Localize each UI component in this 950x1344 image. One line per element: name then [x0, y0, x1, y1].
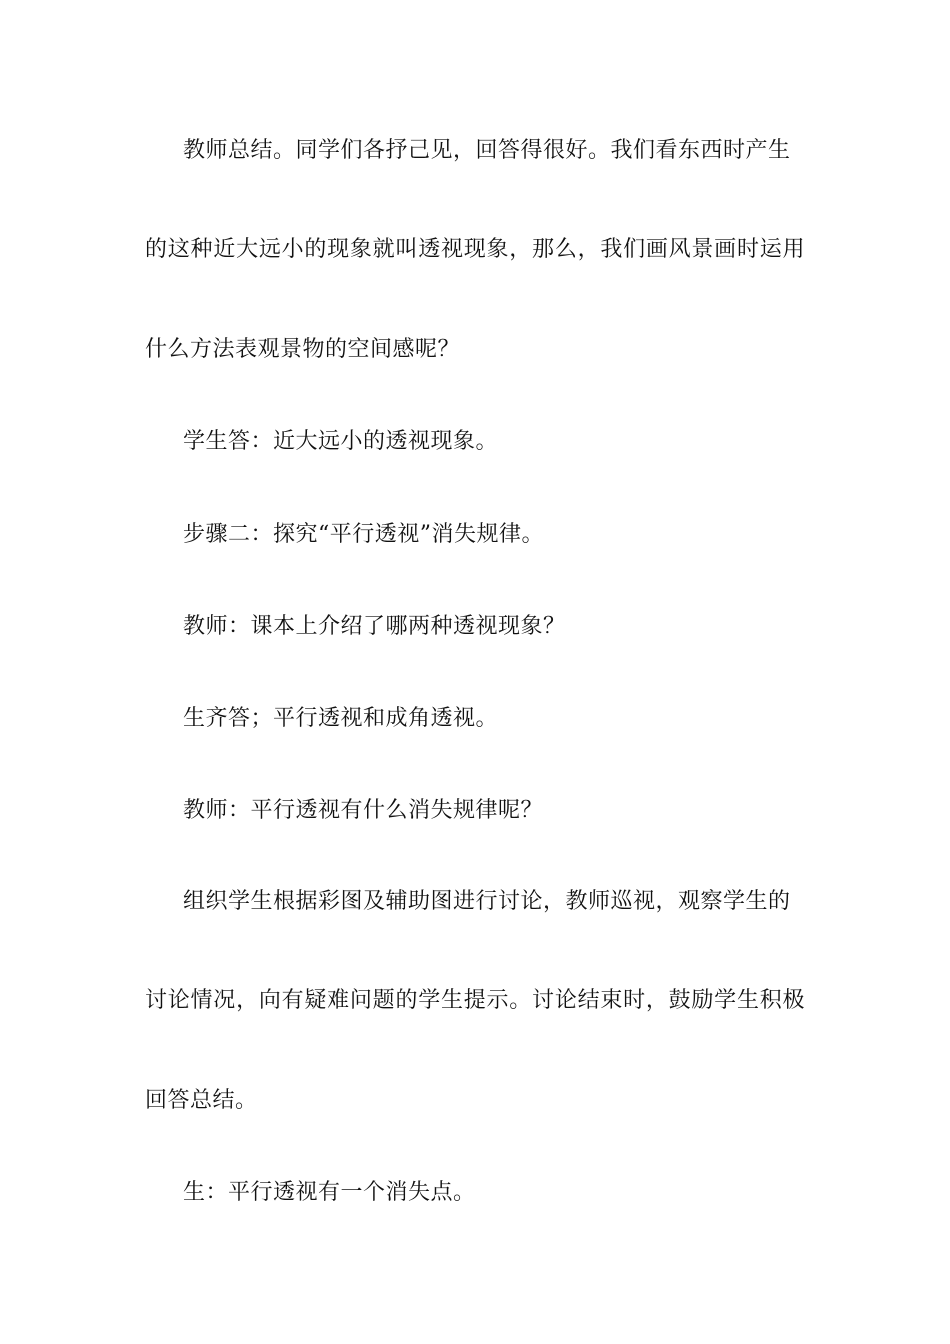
paragraph-teacher-summary-line-3: 什么方法表观景物的空间感呢？ [145, 337, 461, 362]
paragraph-teacher-summary-line-1: 教师总结。同学们各抒己见，回答得很好。我们看东西时产生 [183, 138, 791, 163]
paragraph-step-two: 步骤二：探究“平行透视”消失规律。 [183, 522, 544, 547]
paragraph-teacher-question-rule: 教师：平行透视有什么消失规律呢？ [183, 798, 544, 823]
paragraph-teacher-question: 教师：课本上介绍了哪两种透视现象？ [183, 614, 566, 639]
paragraph-discussion-line-1: 组织学生根据彩图及辅助图进行讨论，教师巡视，观察学生的 [183, 889, 791, 914]
paragraph-student-conclusion: 生：平行透视有一个消失点。 [183, 1180, 476, 1205]
paragraph-teacher-summary-line-2: 的这种近大远小的现象就叫透视现象，那么，我们画风景画时运用 [145, 237, 805, 262]
paragraph-students-reply: 生齐答；平行透视和成角透视。 [183, 706, 499, 731]
paragraph-discussion-line-3: 回答总结。 [145, 1088, 258, 1113]
paragraph-student-answer: 学生答：近大远小的透视现象。 [183, 429, 499, 454]
paragraph-discussion-line-2: 讨论情况，向有疑难问题的学生提示。讨论结束时，鼓励学生积极 [145, 988, 805, 1013]
